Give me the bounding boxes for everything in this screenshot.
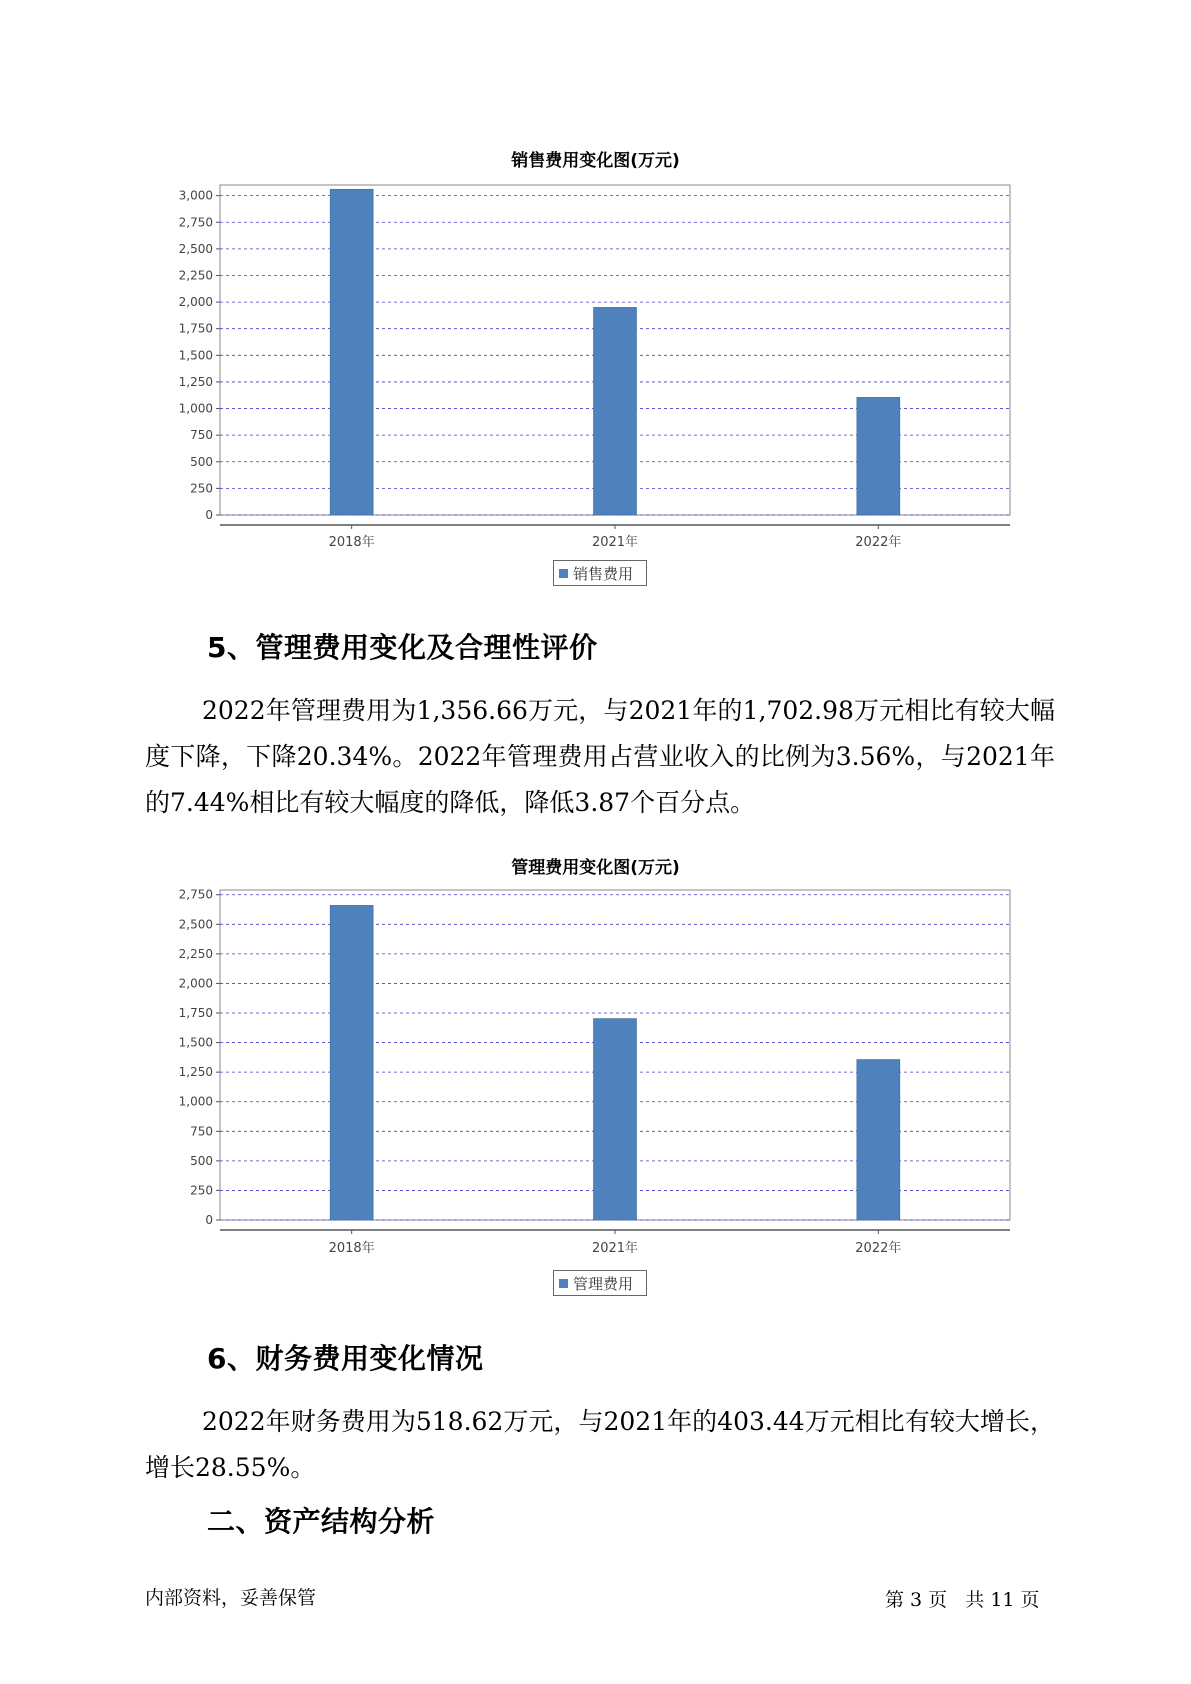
y-tick-label: 250 <box>190 481 213 496</box>
y-tick-label: 1,500 <box>178 1035 213 1050</box>
y-tick-label: 2,000 <box>178 295 213 310</box>
footer-page-info: 第 3 页 共 11 页 <box>885 1589 1040 1611</box>
y-tick-label: 500 <box>190 454 213 469</box>
chart-2-legend-label: 管理费用 <box>573 1274 634 1293</box>
x-tick-label: 2018年 <box>328 535 375 550</box>
section-6-heading: 6、财务费用变化情况 <box>207 1342 484 1375</box>
bar-2022年 <box>857 1060 900 1220</box>
chart-1-title: 销售费用变化图(万元) <box>511 151 680 171</box>
section-5-paragraph: 2022年管理费用为1,356.66万元，与2021年的1,702.98万元相比有较大幅度下降，下降20.34%。2022年管理费用占营业收入的比例为3.56%，与2021年的7.44%相比有较大幅度的降低，降低3.87个百分点。 <box>145 696 1055 817</box>
x-tick-label: 2022年 <box>855 1241 902 1256</box>
y-tick-label: 500 <box>190 1153 213 1168</box>
bar-2018年 <box>330 905 373 1220</box>
y-tick-label: 2,750 <box>178 215 213 230</box>
chart-2-title: 管理费用变化图(万元) <box>511 858 680 878</box>
legend-swatch-icon <box>559 1279 568 1288</box>
x-tick-label: 2021年 <box>591 535 639 550</box>
y-tick-label: 1,250 <box>178 374 213 389</box>
y-tick-label: 3,000 <box>178 188 213 203</box>
y-tick-label: 0 <box>205 508 213 522</box>
section-6-paragraph: 2022年财务费用为518.62万元，与2021年的403.44万元相比有较大增长，增长28.55%。 <box>145 1407 1055 1482</box>
x-tick-label: 2018年 <box>328 1241 375 1256</box>
y-tick-label: 750 <box>190 428 213 443</box>
y-tick-label: 1,500 <box>178 348 213 363</box>
y-tick-label: 1,000 <box>178 401 213 416</box>
y-tick-label: 1,000 <box>178 1094 213 1109</box>
y-tick-label: 2,250 <box>178 268 213 283</box>
y-tick-label: 250 <box>190 1183 213 1198</box>
y-tick-label: 2,750 <box>178 887 213 902</box>
chart-1-legend-label: 销售费用 <box>573 564 634 583</box>
y-tick-label: 2,500 <box>178 241 213 256</box>
y-tick-label: 1,250 <box>178 1065 213 1080</box>
asset-structure-heading: 二、资产结构分析 <box>207 1505 436 1538</box>
y-tick-label: 0 <box>205 1213 213 1227</box>
y-tick-label: 750 <box>190 1124 213 1139</box>
bar-2021年 <box>594 1019 637 1220</box>
y-tick-label: 2,000 <box>178 976 213 991</box>
x-tick-label: 2022年 <box>855 535 902 550</box>
section-5-heading: 5、管理费用变化及合理性评价 <box>207 631 598 664</box>
footer-confidential-note: 内部资料，妥善保管 <box>145 1587 317 1609</box>
x-tick-label: 2021年 <box>591 1241 639 1256</box>
chart-2-legend <box>553 1270 647 1296</box>
y-tick-label: 1,750 <box>178 321 213 336</box>
y-tick-label: 1,750 <box>178 1006 213 1021</box>
y-tick-label: 2,500 <box>178 917 213 932</box>
y-tick-label: 2,250 <box>178 946 213 961</box>
